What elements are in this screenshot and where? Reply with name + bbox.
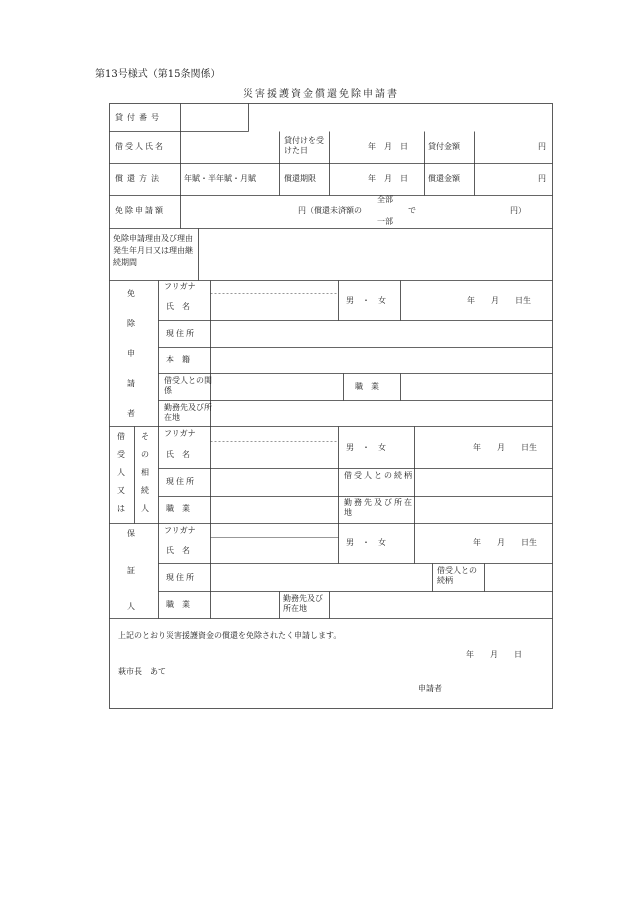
repay-method-options[interactable]: 年賦・半年賦・月賦 <box>184 174 256 183</box>
repay-amount-yen: 円 <box>538 174 546 183</box>
heir-gender[interactable]: 男 ・ 女 <box>346 443 386 452</box>
applicant-signature-label: 申請者 <box>418 684 442 693</box>
heir-col1-3: 人 <box>117 468 125 477</box>
borrower-name-label: 借受人氏名 <box>115 142 165 151</box>
guarantor-workplace-label: 勤務先及び所在地 <box>283 594 323 613</box>
applicant-domicile-label: 本 籍 <box>166 355 190 364</box>
guarantor-furigana-label: フリガナ <box>164 526 196 535</box>
exemption-option-part[interactable]: 一部 <box>377 217 393 226</box>
heir-name-field[interactable] <box>211 442 338 468</box>
guarantor-section-1: 保 <box>127 529 135 538</box>
addressee: 萩市長 あて <box>118 667 166 676</box>
heir-col2-4: 続 <box>141 486 149 495</box>
applicant-name-label: 氏 名 <box>166 302 190 311</box>
guarantor-birthdate[interactable]: 年 月 日生 <box>473 538 537 547</box>
heir-col2-3: 相 <box>141 468 149 477</box>
repay-amount-label: 償還金額 <box>428 174 460 183</box>
repay-method-label: 償還方法 <box>115 174 163 183</box>
applicant-birthdate[interactable]: 年 月 日生 <box>467 296 531 305</box>
applicant-relation-label: 借受人との関係 <box>164 376 212 395</box>
heir-relation-label: 借受人との続柄 <box>344 471 414 480</box>
applicant-address-label: 現住所 <box>166 329 196 338</box>
heir-col2-1: そ <box>141 432 149 441</box>
exemption-option-all[interactable]: 全部 <box>377 195 393 204</box>
reason-label: 免除申請理由及び理由発生年月日又は理由継続期間 <box>113 234 193 267</box>
applicant-section-3: 申 <box>127 349 135 358</box>
borrower-name-field[interactable] <box>181 132 279 163</box>
applicant-section-4: 請 <box>127 379 135 388</box>
heir-col1-5: は <box>117 504 125 513</box>
applicant-workplace-label: 勤務先及び所在地 <box>164 403 212 422</box>
loan-number-field[interactable] <box>181 104 248 131</box>
heir-address-label: 現住所 <box>166 477 196 486</box>
exemption-amount-label: 免除申請額 <box>115 206 165 215</box>
exemption-de: で <box>408 206 416 215</box>
guarantor-address-label: 現住所 <box>166 573 196 582</box>
applicant-section-5: 者 <box>127 409 135 418</box>
heir-name-label: 氏 名 <box>166 450 190 459</box>
applicant-furigana-label: フリガナ <box>164 282 196 291</box>
heir-col1-1: 借 <box>117 432 125 441</box>
heir-occupation-label: 職 業 <box>166 504 190 513</box>
repay-deadline-field[interactable]: 年 月 日 <box>368 174 408 183</box>
heir-col2-2: の <box>141 450 149 459</box>
exemption-yen-close: 円） <box>510 206 526 215</box>
exemption-amount-text: 円（償還未済額の <box>298 206 362 215</box>
guarantor-section-2: 証 <box>127 566 135 575</box>
repay-deadline-label: 償還期限 <box>284 174 316 183</box>
reason-field[interactable] <box>199 229 552 280</box>
heir-col1-2: 受 <box>117 450 125 459</box>
guarantor-relation-label: 借受人との続柄 <box>437 566 477 585</box>
heir-birthdate[interactable]: 年 月 日生 <box>473 443 537 452</box>
guarantor-name-label: 氏 名 <box>166 546 190 555</box>
applicant-name-field[interactable] <box>211 294 338 320</box>
heir-furigana-label: フリガナ <box>164 429 196 438</box>
guarantor-section-3: 人 <box>127 602 135 611</box>
guarantor-name-field[interactable] <box>211 538 338 563</box>
loan-amount-label: 貸付金額 <box>428 142 460 151</box>
heir-col2-5: 人 <box>141 504 149 513</box>
guarantor-gender[interactable]: 男 ・ 女 <box>346 538 386 547</box>
received-date-field[interactable]: 年 月 日 <box>368 142 408 151</box>
applicant-gender[interactable]: 男 ・ 女 <box>346 296 386 305</box>
statement: 上記のとおり災害援護資金の償還を免除されたく申請します。 <box>118 631 342 640</box>
received-date-label: 貸付けを受けた日 <box>284 136 324 155</box>
loan-amount-yen: 円 <box>538 142 546 151</box>
page-title: 災害援護資金償還免除申請書 <box>243 89 399 100</box>
form-number: 第13号様式（第15条関係） <box>95 69 221 80</box>
heir-workplace-label: 勤務先及び所在地 <box>344 498 414 517</box>
guarantor-occupation-label: 職 業 <box>166 600 190 609</box>
applicant-section-1: 免 <box>127 289 135 298</box>
application-date[interactable]: 年 月 日 <box>466 650 522 659</box>
loan-number-label: 貸付番号 <box>115 113 163 122</box>
applicant-occupation-label: 職 業 <box>355 382 379 391</box>
applicant-section-2: 除 <box>127 319 135 328</box>
heir-col1-4: 又 <box>117 486 125 495</box>
